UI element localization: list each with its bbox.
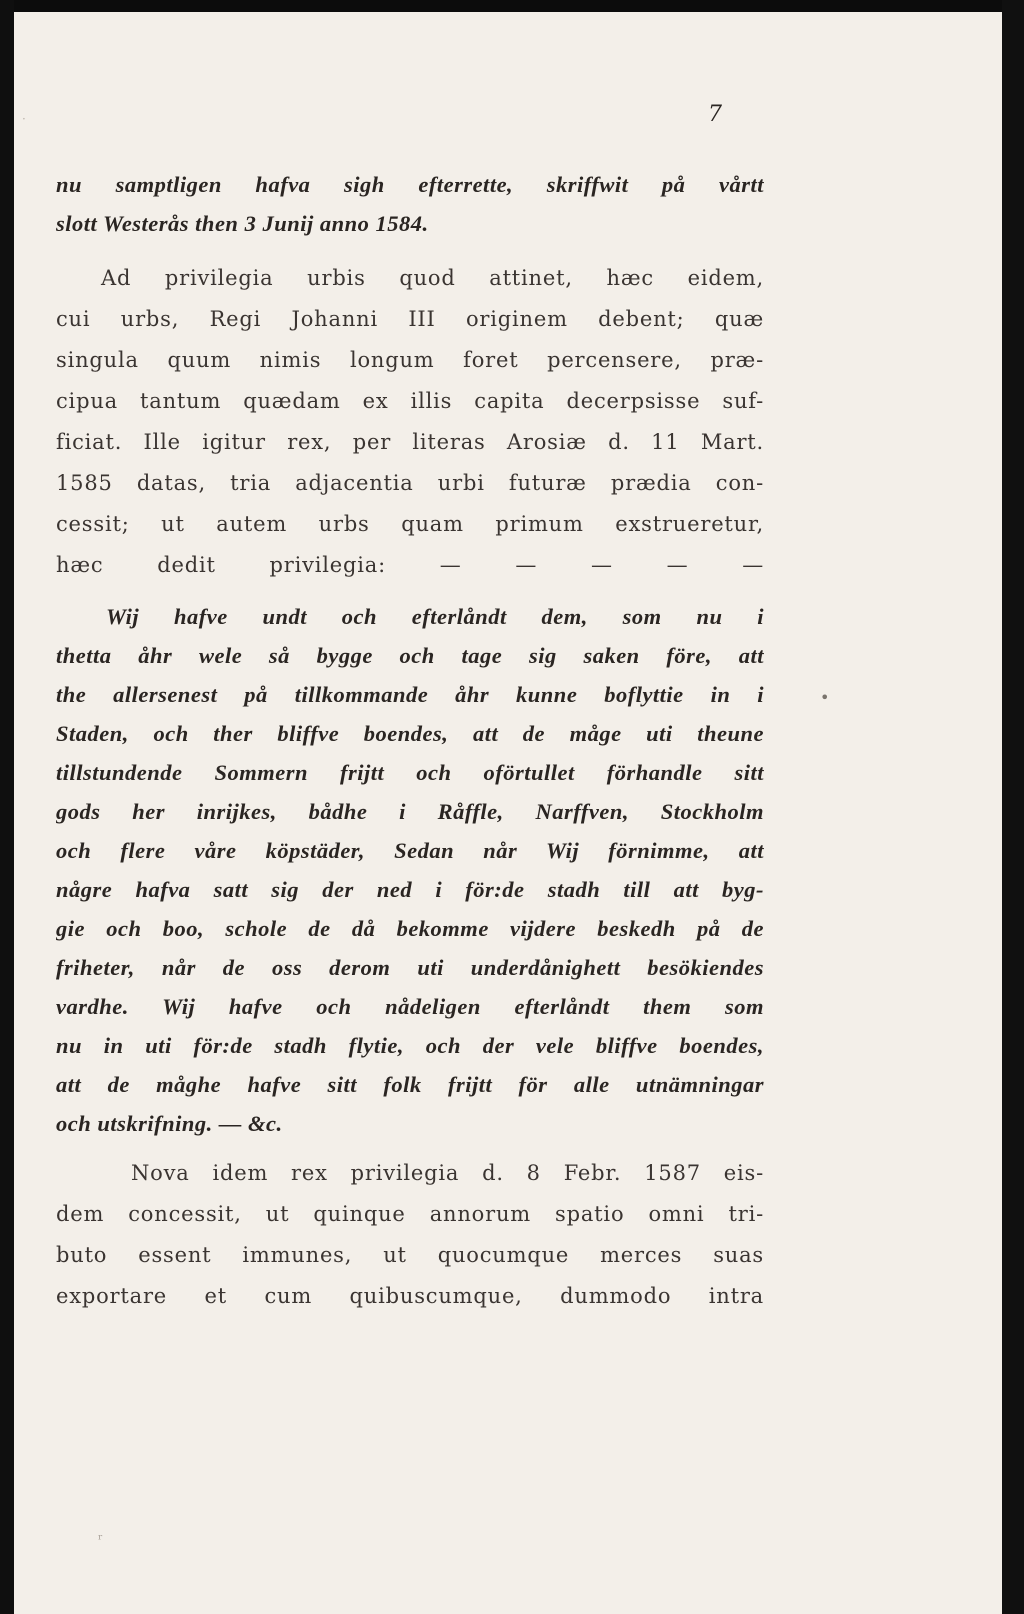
text-line: Staden, och ther bliffve boendes, att de måge uti theune — [56, 721, 764, 746]
text-line: Ad privilegia urbis quod attinet, hæc eidem, — [101, 266, 764, 290]
text-line: tillstundende Sommern frijtt och oförtullet förhandle sitt — [56, 760, 764, 785]
scan-speck: · — [22, 112, 26, 126]
text-line: the allersenest på tillkommande åhr kunne boflyttie in i — [56, 682, 764, 707]
text-line: ficiat. Ille igitur rex, per literas Arosiæ d. 11 Mart. — [56, 430, 764, 454]
text-line: cessit; ut autem urbs quam primum exstrueretur, — [56, 512, 764, 536]
scan-speck: ʳ — [98, 1532, 103, 1548]
page-number: 7 — [708, 102, 722, 127]
text-line: singula quum nimis longum foret percensere, præ- — [56, 348, 764, 372]
text-line: slott Westerås then 3 Junij anno 1584. — [56, 211, 429, 236]
text-line: 1585 datas, tria adjacentia urbi futuræ prædia con- — [56, 471, 764, 495]
text-line: gods her inrijkes, bådhe i Råffle, Narffven, Stockholm — [56, 799, 764, 824]
text-line: friheter, når de oss derom uti underdånighett besökiendes — [56, 955, 764, 980]
text-line: och utskrifning. — &c. — [56, 1111, 283, 1136]
scan-frame-right — [1002, 0, 1024, 1614]
text-line: Wij hafve undt och efterlåndt dem, som nu i — [106, 604, 764, 629]
text-line: någre hafva satt sig der ned i för:de stadh till att byg- — [56, 877, 764, 902]
text-line: cipua tantum quædam ex illis capita decerpsisse suf- — [56, 389, 764, 413]
text-line: cui urbs, Regi Johanni III originem debent; quæ — [56, 307, 764, 331]
text-line: Nova idem rex privilegia d. 8 Febr. 1587 eis- — [131, 1161, 764, 1185]
scan-frame-top — [0, 0, 1024, 12]
text-line: hæc dedit privilegia: — — — — — — [56, 553, 764, 577]
text-line: gie och boo, schole de då bekomme vijdere beskedh på de — [56, 916, 764, 941]
text-line: nu in uti för:de stadh flytie, och der vele bliffve boendes, — [56, 1033, 764, 1058]
text-line: nu samptligen hafva sigh efterrette, skriffwit på vårtt — [56, 172, 764, 197]
text-line: thetta åhr wele så bygge och tage sig saken före, att — [56, 643, 764, 668]
scan-speck: • — [820, 688, 830, 707]
text-line: exportare et cum quibuscumque, dummodo intra — [56, 1284, 764, 1308]
book-page — [14, 12, 1002, 1614]
scan-frame-left — [0, 0, 14, 1614]
text-line: och flere våre köpstäder, Sedan når Wij förnimme, att — [56, 838, 764, 863]
text-line: buto essent immunes, ut quocumque merces suas — [56, 1243, 764, 1267]
text-line: att de måghe hafve sitt folk frijtt för alle utnämningar — [56, 1072, 764, 1097]
text-line: vardhe. Wij hafve och nådeligen efterlåndt them som — [56, 994, 764, 1019]
text-line: dem concessit, ut quinque annorum spatio omni tri- — [56, 1202, 764, 1226]
